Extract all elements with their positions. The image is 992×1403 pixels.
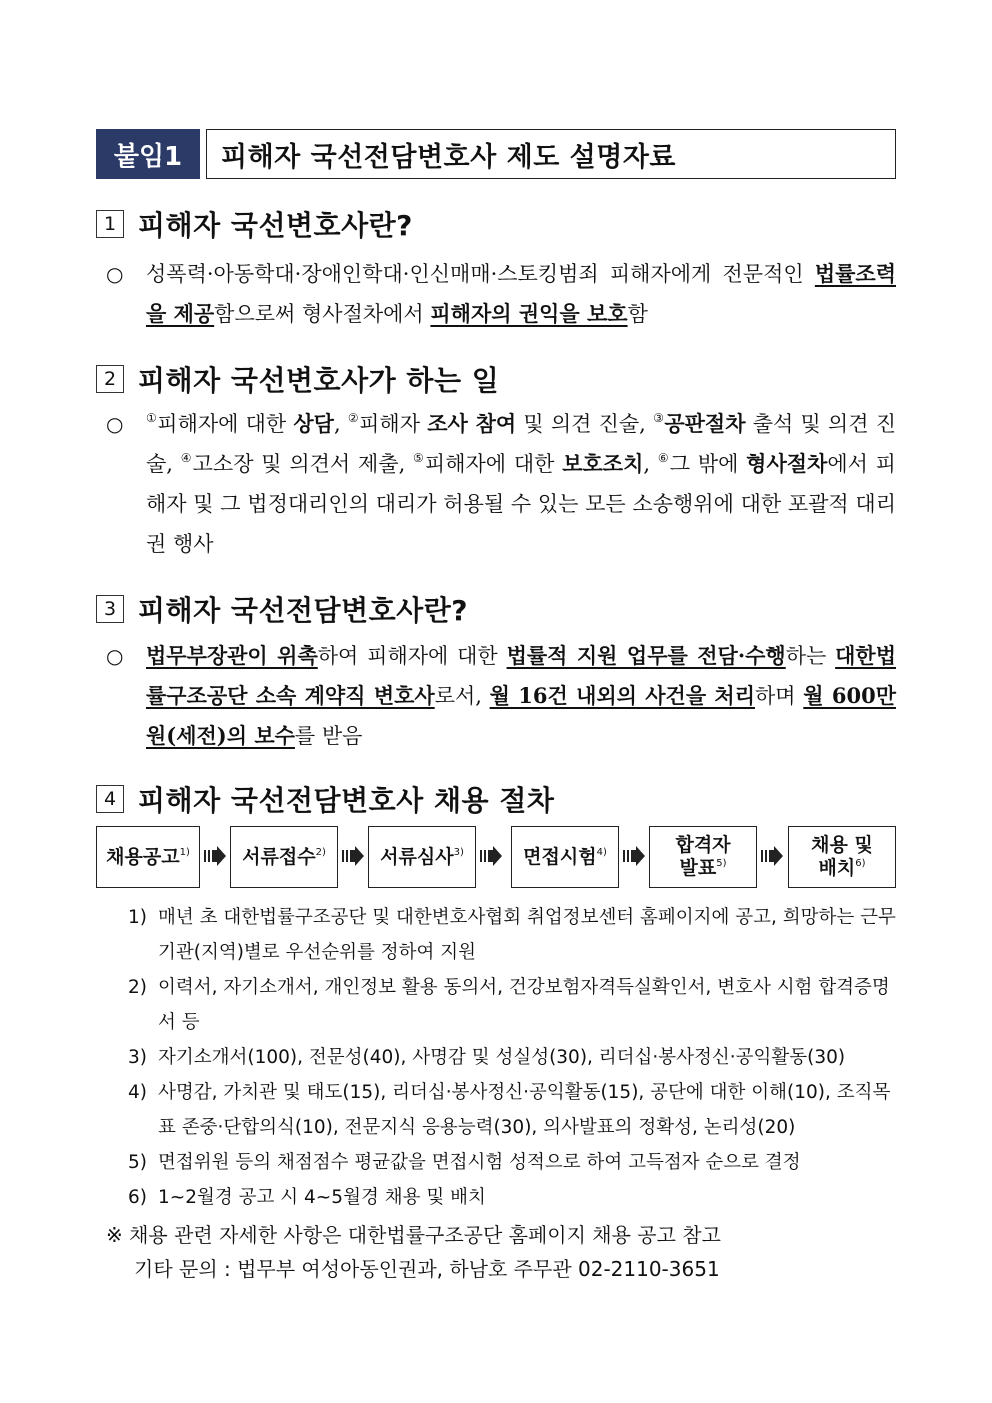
text: 에서 피해자 및 그 법정대리인의 대리가 허용될 수 있는 모든 소송행위에 대한 포괄적 대리권 행사 xyxy=(146,452,896,556)
section-title: 피해자 국선전담변호사란? xyxy=(138,594,469,627)
step-label: 면접시험 xyxy=(523,845,597,868)
section-2-heading xyxy=(96,359,499,399)
document-title: 피해자 국선전담변호사 제도 설명자료 xyxy=(206,129,896,179)
title-row xyxy=(96,129,896,179)
step-label-line2: 발표 xyxy=(679,857,717,879)
note-item xyxy=(128,1075,898,1145)
note-item xyxy=(128,900,898,970)
flow-step-2 xyxy=(230,826,338,888)
flow-step-4 xyxy=(511,826,619,888)
arrow-right-icon xyxy=(342,846,364,866)
emphasis: 대한법률구조공단 소속 계약직 변호사 xyxy=(146,643,896,708)
step-label: 채용공고 xyxy=(106,845,180,868)
note-text: 사명감, 가치관 및 태도(15), 리더십·봉사정신·공익활동(15), 공단에 대한 이해(10), 조직목표 존중·단합의식(10), 전문지식 응용능력(30), 의사발표의 정확성, 논리성(20) xyxy=(158,1082,891,1138)
footer-notice xyxy=(106,1218,906,1286)
section-title: 피해자 국선변호사가 하는 일 xyxy=(138,364,500,397)
section-3-heading xyxy=(96,589,468,629)
note-text: 자기소개서(100), 전문성(40), 사명감 및 성실성(30), 리더십·봉사정신·공익활동(30) xyxy=(158,1047,846,1068)
note-item xyxy=(128,970,898,1040)
emphasis: 월 16건 내외의 사건을 처리 xyxy=(489,683,755,708)
step-note-ref: 5) xyxy=(716,858,727,869)
arrow-right-icon xyxy=(761,846,783,866)
bullet-icon: ○ xyxy=(106,262,124,286)
emphasis: 피해자의 권익을 보호 xyxy=(430,301,628,326)
text: 하여 피해자에 대한 xyxy=(317,644,507,668)
section-number: 4 xyxy=(96,785,124,813)
text: 하며 xyxy=(755,684,804,708)
text: 로서, xyxy=(434,684,490,708)
emphasis: 형사절차 xyxy=(746,451,828,476)
step-label: 서류심사 xyxy=(380,845,454,868)
flow-notes xyxy=(128,900,898,1215)
note-number: 1) xyxy=(128,907,147,928)
note-text: 매년 초 대한법률구조공단 및 대한변호사협회 취업정보센터 홈페이지에 공고, 희망하는 근무기관(지역)별로 우선순위를 정하여 지원 xyxy=(158,907,896,963)
section-title: 피해자 국선변호사란? xyxy=(138,209,413,242)
flow-step-5 xyxy=(649,826,757,888)
emphasis: 공판절차 xyxy=(664,411,746,436)
step-note-ref: 1) xyxy=(179,846,190,858)
marker: ④ xyxy=(180,451,193,465)
emphasis: 조사 참여 xyxy=(427,411,517,436)
section-1-body xyxy=(106,254,896,334)
section-1-heading xyxy=(96,204,413,244)
section-2-body xyxy=(106,404,896,564)
text: , xyxy=(643,452,658,476)
step-label: 채용 및 xyxy=(811,834,873,856)
arrow-right-icon xyxy=(480,846,502,866)
step-label-line2: 배치 xyxy=(818,857,856,879)
text: 함으로써 형사절차에서 xyxy=(214,302,431,326)
step-note-ref: 4) xyxy=(596,846,607,858)
flow-step-3 xyxy=(368,826,476,888)
note-item xyxy=(128,1180,898,1215)
marker: ⑥ xyxy=(657,451,670,465)
marker: ⑤ xyxy=(413,451,425,465)
arrow-right-icon xyxy=(204,846,226,866)
text: 피해자에 대한 xyxy=(157,412,294,436)
text: 하는 xyxy=(785,644,836,668)
step-note-ref: 3) xyxy=(453,846,464,858)
section-4-heading xyxy=(96,779,554,819)
note-text: 1~2월경 공고 시 4~5월경 채용 및 배치 xyxy=(158,1187,486,1208)
footer-contact: 기타 문의 : 법무부 여성아동인권과, 하남호 주무관 02-2110-3651 xyxy=(134,1257,720,1281)
text: 출석 및 의견 진술, xyxy=(146,412,896,476)
marker: ① xyxy=(146,411,158,425)
marker: ③ xyxy=(653,411,665,425)
hiring-flow xyxy=(96,826,896,888)
emphasis: 법률조력을 제공 xyxy=(146,261,896,326)
note-text: 이력서, 자기소개서, 개인정보 활용 동의서, 건강보험자격득실확인서, 변호사 시험 합격증명서 등 xyxy=(158,977,890,1033)
bullet-icon: ○ xyxy=(106,412,124,436)
note-text: 면접위원 등의 채점점수 평균값을 면접시험 성적으로 하여 고득점자 순으로 결정 xyxy=(158,1152,801,1173)
text: , xyxy=(333,412,348,436)
step-note-ref: 6) xyxy=(855,858,866,869)
bullet-icon: ○ xyxy=(106,644,124,668)
emphasis: 법무부장관이 위촉 xyxy=(146,643,318,668)
attachment-tag: 붙임1 xyxy=(96,129,200,179)
text: 그 밖에 xyxy=(669,452,747,476)
arrow-right-icon xyxy=(623,846,645,866)
step-label: 합격자 xyxy=(675,834,731,856)
note-item xyxy=(128,1145,898,1180)
text: 함 xyxy=(627,302,648,326)
section-number: 1 xyxy=(96,210,124,238)
note-number: 4) xyxy=(128,1082,147,1103)
emphasis: 보호조치 xyxy=(562,451,644,476)
step-label: 서류접수 xyxy=(242,845,316,868)
flow-step-6 xyxy=(788,826,896,888)
note-item xyxy=(128,1040,898,1075)
section-title: 피해자 국선전담변호사 채용 절차 xyxy=(138,784,555,817)
section-number: 2 xyxy=(96,365,124,393)
text: 피해자 xyxy=(359,412,428,436)
text: 성폭력·아동학대·장애인학대·인신매매·스토킹범죄 피해자에게 전문적인 xyxy=(146,262,815,286)
text: 를 받음 xyxy=(294,724,363,748)
emphasis: 상담 xyxy=(293,411,334,436)
emphasis: 월 600만원(세전)의 보수 xyxy=(146,683,896,748)
section-3-body xyxy=(106,636,896,756)
note-number: 2) xyxy=(128,977,147,998)
text: 피해자에 대한 xyxy=(424,452,563,476)
step-note-ref: 2) xyxy=(315,846,326,858)
text: 및 의견 진술, xyxy=(516,412,654,436)
text: 고소장 및 의견서 제출, xyxy=(192,452,414,476)
note-number: 6) xyxy=(128,1187,147,1208)
section-number: 3 xyxy=(96,595,124,623)
note-number: 3) xyxy=(128,1047,147,1068)
emphasis: 법률적 지원 업무를 전담·수행 xyxy=(506,643,786,668)
note-number: 5) xyxy=(128,1152,147,1173)
flow-step-1 xyxy=(96,826,200,888)
footer-reference: ※ 채용 관련 자세한 사항은 대한법률구조공단 홈페이지 채용 공고 참고 xyxy=(106,1223,721,1247)
marker: ② xyxy=(347,411,360,425)
